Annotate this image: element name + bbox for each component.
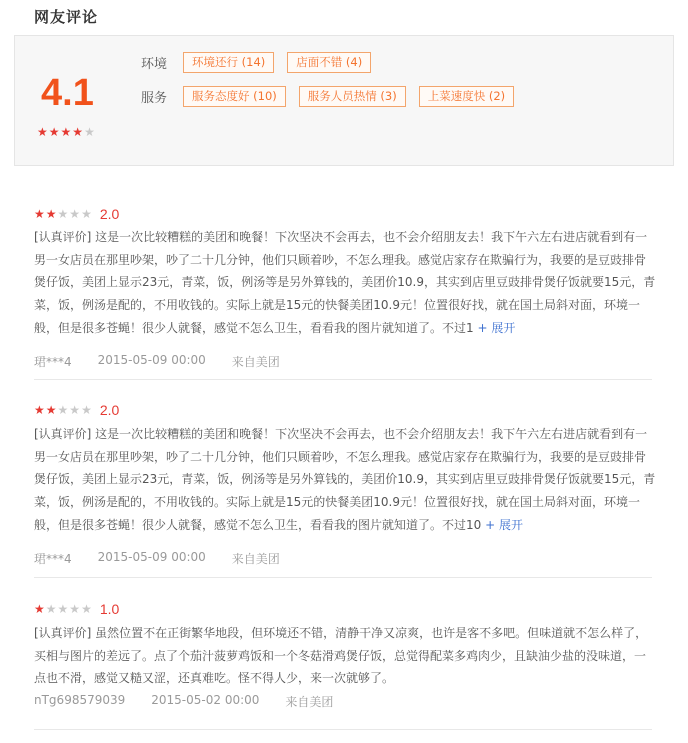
review-text (34, 226, 654, 340)
review-stars (34, 603, 92, 615)
review-line: 点也不滑，感觉又糙又涩，还真难吃。怪不得人少，来一次就够了。 (34, 671, 395, 686)
expand-link[interactable]: + 展开 (485, 517, 523, 532)
star-empty-icon: ★ (57, 602, 69, 616)
review-meta (34, 550, 306, 567)
review-header (34, 599, 119, 619)
star-filled-icon: ★ (37, 125, 48, 139)
star-empty-icon: ★ (57, 403, 69, 417)
review-line: [认真评价] 这是一次比较糟糕的美团和晚餐！下次坚决不会再去，也不会介绍朋友去！我下午六左右进店就看到有一 (34, 427, 648, 441)
section-title: 网友评论 (34, 8, 99, 26)
star-filled-icon: ★ (34, 602, 45, 616)
star-empty-icon: ★ (69, 602, 81, 616)
star-empty-icon: ★ (69, 207, 81, 221)
star-empty-icon: ★ (57, 207, 69, 221)
review-score: 2.0 (99, 402, 120, 418)
review-user: nTg698579039 (34, 693, 126, 707)
star-empty-icon: ★ (84, 125, 95, 139)
star-empty-icon: ★ (81, 602, 92, 616)
review-user: 珺***4 (34, 355, 72, 369)
review-item (34, 180, 656, 380)
tag-fast-serving[interactable]: 上菜速度快 (2) (419, 86, 514, 107)
rating-summary (14, 35, 674, 166)
review-item (34, 380, 656, 578)
review-user: 珺***4 (34, 552, 72, 566)
review-line: 煲仔饭，美团上显示23元，青菜，饭，例汤等是另外算钱的，美团价10.9，其实到店里豆豉排骨煲仔饭就要15元，青 (34, 275, 656, 290)
tag-category-label: 环境 (141, 56, 168, 72)
star-filled-icon: ★ (72, 125, 84, 139)
star-filled-icon: ★ (48, 125, 60, 139)
review-source: 来自美团 (285, 695, 334, 709)
review-item (34, 578, 652, 730)
review-header (34, 400, 119, 420)
review-text (34, 423, 654, 537)
review-line: 男一女店员在那里吵架，吵了二十几分钟，他们只顾着吵，不怎么理我。感觉店家存在欺骗行为，我要的是豆豉排骨 (34, 252, 647, 267)
tag-category-label: 服务 (141, 90, 168, 106)
review-text (34, 622, 654, 690)
review-score: 2.0 (99, 206, 120, 222)
star-filled-icon: ★ (60, 125, 72, 139)
tag-environment-ok[interactable]: 环境还行 (14) (183, 52, 274, 73)
star-filled-icon: ★ (34, 207, 45, 221)
star-filled-icon: ★ (34, 403, 45, 417)
review-line: [认真评价] 虽然位置不在正街繁华地段，但环境还不错，清静干净又凉爽，也许是客不多吧。但味道就不怎么样了， (34, 626, 648, 640)
review-line: 菜，饭，例汤是配的，不用收钱的。实际上就是15元的快餐美团10.9元！位置很好找，就在国土局斜对面，环境一 (34, 298, 640, 313)
overall-score: 4.1 (41, 72, 94, 114)
review-stars (34, 208, 92, 220)
star-empty-icon: ★ (81, 403, 92, 417)
review-meta (34, 353, 306, 370)
tag-good-attitude[interactable]: 服务态度好 (10) (183, 86, 286, 107)
star-filled-icon: ★ (45, 207, 57, 221)
review-date: 2015-05-02 00:00 (151, 693, 260, 707)
star-empty-icon: ★ (69, 403, 81, 417)
review-line: 般，但是很多苍蝇！很少人就餐，感觉不怎么卫生，看看我的图片就知道了。不过1 (34, 320, 474, 335)
tag-warm-staff[interactable]: 服务人员热情 (3) (299, 86, 406, 107)
review-date: 2015-05-09 00:00 (97, 550, 206, 564)
review-line: [认真评价] 这是一次比较糟糕的美团和晚餐！下次坚决不会再去，也不会介绍朋友去！我下午六左右进店就看到有一 (34, 230, 648, 244)
review-source: 来自美团 (231, 552, 280, 566)
tag-storefront-nice[interactable]: 店面不错 (4) (287, 52, 371, 73)
review-stars (34, 404, 92, 416)
review-date: 2015-05-09 00:00 (97, 353, 206, 367)
review-line: 菜，饭，例汤是配的，不用收钱的。实际上就是15元的快餐美团10.9元！位置很好找，就在国土局斜对面，环境一 (34, 495, 640, 510)
star-empty-icon: ★ (45, 602, 57, 616)
tag-row-environment (141, 51, 384, 73)
review-line: 煲仔饭，美团上显示23元，青菜，饭，例汤等是另外算钱的，美团价10.9，其实到店里豆豉排骨煲仔饭就要15元，青 (34, 472, 656, 487)
review-line: 般，但是很多苍蝇！很少人就餐，感觉不怎么卫生，看看我的图片就知道了。不过10 (34, 517, 482, 532)
expand-link[interactable]: + 展开 (477, 320, 516, 335)
star-filled-icon: ★ (45, 403, 57, 417)
review-source: 来自美团 (231, 355, 280, 369)
review-header (34, 204, 119, 224)
review-meta (34, 693, 359, 710)
overall-stars (37, 126, 95, 138)
review-line: 买相与图片的差远了。点了个茄汁菠萝鸡饭和一个冬菇滑鸡煲仔饭，总觉得配菜多鸡肉少，且缺油少盐的没味道，一 (34, 648, 647, 663)
review-line: 男一女店员在那里吵架，吵了二十几分钟，他们只顾着吵，不怎么理我。感觉店家存在欺骗行为，我要的是豆豉排骨 (34, 449, 647, 464)
tag-row-service (141, 85, 527, 107)
star-empty-icon: ★ (81, 207, 92, 221)
review-score: 1.0 (99, 601, 120, 617)
